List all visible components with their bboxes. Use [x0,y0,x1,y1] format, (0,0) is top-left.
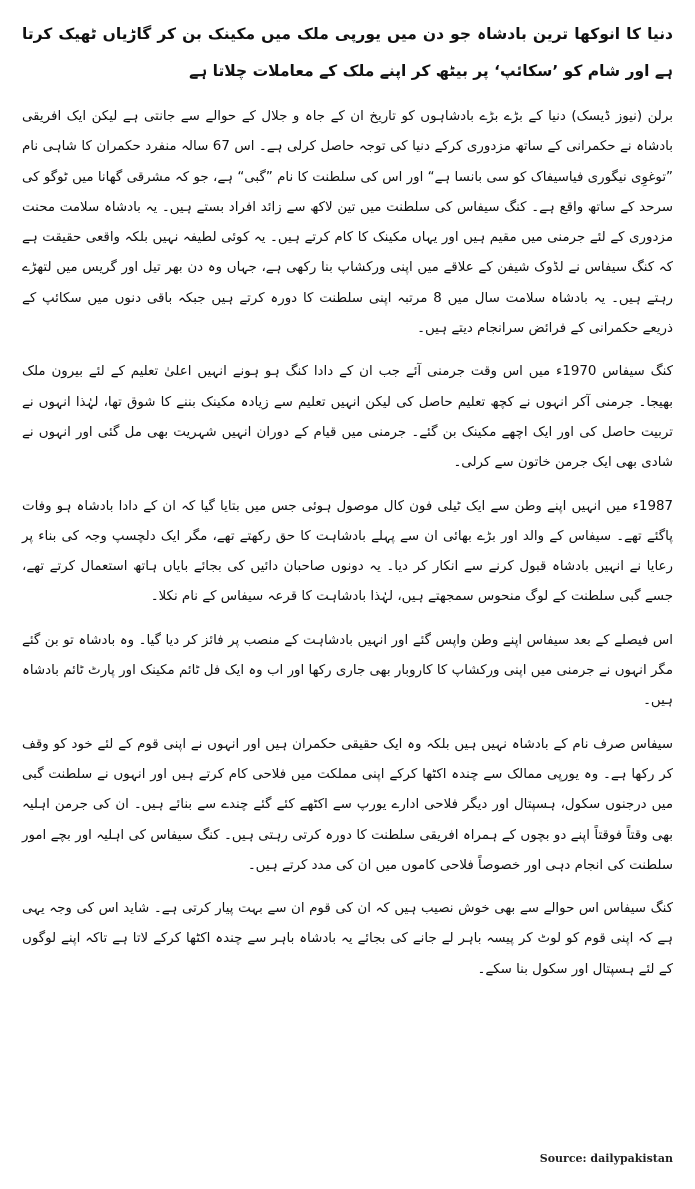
article-paragraph-3: 1987ء میں انہیں اپنے وطن سے ایک ٹیلی فون کال موصول ہوئی جس میں بتایا گیا کہ ان کے دادا بادشاہ ہو وفات پاگئے تھے۔ سیفاس کے والد اور بڑے بھائی ان سے پہلے بادشاہت کا حق رکھتے تھے، مگر ایک دلچسپ وجہ کی بناء پر رعایا نے انہیں بادشاہ قبول کرنے سے انکار کر دیا۔ یہ دونوں صاحبان دائیں کی بجائے بایاں ہاتھ استعمال کرتے تھے، جسے گبی سلطنت کے لوگ منحوس سمجھتے ہیں، لہٰذا بادشاہت کا قرعہ سیفاس کے نام نکلا۔ [22,498,673,605]
article-paragraph-4: اس فیصلے کے بعد سیفاس اپنے وطن واپس گئے اور انہیں بادشاہت کے منصب پر فائز کر دیا گیا۔ وہ بادشاہ تو بن گئے مگر انہوں نے جرمنی میں اپنی ورکشاپ کا کاروبار بھی جاری رکھا اور اب وہ ایک فل ٹائم مکینک اور پارٹ ٹائم بادشاہ ہیں۔ [22,632,673,709]
article-paragraph-6: کنگ سیفاس اس حوالے سے بھی خوش نصیب ہیں کہ ان کی قوم ان سے بہت پیار کرتی ہے۔ شاید اس کی وجہ یہی ہے کہ اپنی قوم کو لوٹ کر پیسہ باہر لے جانے کی بجائے یہ بادشاہ باہر سے چندہ اکٹھا کرکے لاتا ہے تاکہ اپنے لوگوں کے لئے ہسپتال اور سکول بنا سکے۔ [22,901,673,977]
article-paragraph-5: سیفاس صرف نام کے بادشاہ نہیں ہیں بلکہ وہ ایک حقیقی حکمران ہیں اور انہوں نے اپنی قوم کے لئے خود کو وقف کر رکھا ہے۔ وہ یورپی ممالک سے چندہ اکٹھا کرکے اپنی مملکت میں فلاحی کام کرتے ہیں اور انہوں نے سلطنت گبی میں درجنوں سکول، ہسپتال اور دیگر فلاحی ادارے یورپ سے اکٹھے کئے گئے چندے سے بنائے ہیں۔ ان کی جرمن اہلیہ بھی وقتاً فوقتاً اپنے دو بچوں کے ہمراہ افریقی سلطنت کا دورہ کرتی رہتی ہیں۔ کنگ سیفاس کی اہلیہ اور بچے امور سلطنت کی انجام دہی اور خصوصاً فلاحی کاموں میں ان کی مدد کرتے ہیں۔ [22,736,673,873]
article-paragraph-2: کنگ سیفاس 1970ء میں اس وقت جرمنی آئے جب ان کے دادا کنگ ہو ہونے انہیں اعلیٰ تعلیم کے لئے بیرون ملک بھیجا۔ جرمنی آکر انہوں نے کچھ تعلیم حاصل کی لیکن انہیں تعلیم سے زیادہ مکینک بننے کا شوق تھا، لہٰذا انہوں نے تربیت حاصل کی اور ایک اچھے مکینک بن گئے۔ جرمنی میں قیام کے دوران انہیں شہریت بھی مل گئی اور انہوں نے شادی بھی ایک جرمن خاتون سے کرلی۔ [22,364,674,471]
source-credit: Source: dailypakistan [539,1152,673,1165]
article-headline: دنیا کا انوکھا ترین بادشاہ جو دن میں یورپی ملک میں مکینک بن کر گاڑیاں ٹھیک کرتا ہے اور شام کو ’سکائپ‘ پر بیٹھ کر اپنے ملک کے معاملات چلاتا ہے [22,25,673,80]
article-paragraph-1: برلن (نیوز ڈیسک) دنیا کے بڑے بڑے بادشاہوں کو تاریخ ان کے جاہ و جلال کے حوالے سے جانتی ہے لیکن ایک افریقی بادشاہ نے حکمرانی کے ساتھ مزدوری کرکے دنیا کی توجہ حاصل کرلی ہے۔ اس 67 سالہ منفرد حکمران کا شاہی نام ”توغوِی نیگوری فیاسیفاک کو سی بانسا ہے“ اور اس کی سلطنت کا نام ”گبی“ ہے، جو کہ مشرقی گھانا میں ٹوگو کی سرحد کے ساتھ واقع ہے۔ کنگ سیفاس کی سلطنت میں تین لاکھ سے زائد افراد بستے ہیں۔ یہ بادشاہ سلامت محنت مزدوری کے لئے جرمنی میں مقیم ہیں اور یہاں مکینک کا کام کرتے ہیں۔ یہ کوئی لطیفہ نہیں بلکہ واقعی حقیقت ہے کہ کنگ سیفاس نے لڈوک شیفن کے علاقے میں اپنی ورکشاپ بنا رکھی ہے، جہاں وہ دن بھر تیل اور گریس میں لتھڑے رہتے ہیں۔ یہ بادشاہ سلامت سال میں 8 مرتبہ اپنی سلطنت کا دورہ کرتے ہیں جبکہ باقی دنوں میں سکائپ کے ذریعے حکمرانی کے فرائض سرانجام دیتے ہیں۔ [22,109,673,337]
